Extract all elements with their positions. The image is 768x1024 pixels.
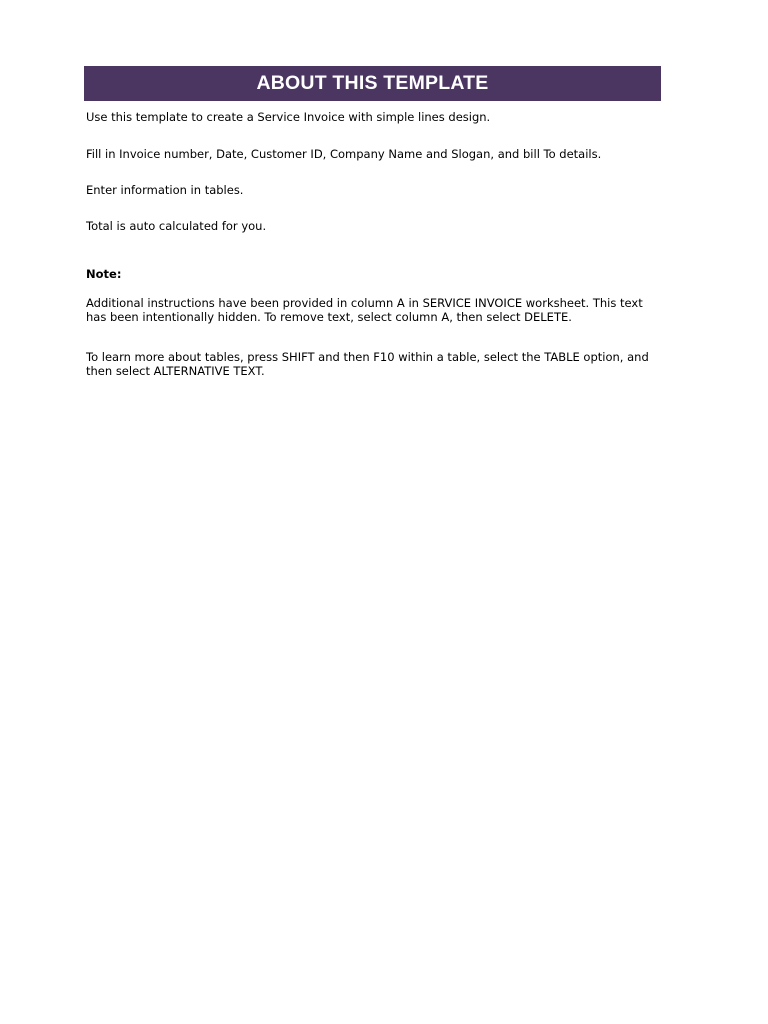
instruction-paragraph-1: Use this template to create a Service Invoice with simple lines design. xyxy=(86,110,491,124)
note-paragraph-1: Additional instructions have been provided in column A in SERVICE INVOICE worksheet. This text has been intentionally hidden. To remove text, select column A, then select DELETE. xyxy=(86,296,643,324)
note-label: Note: xyxy=(86,267,122,281)
page-title: ABOUT THIS TEMPLATE xyxy=(256,72,489,94)
template-sheet xyxy=(84,66,661,378)
note-paragraph-2: To learn more about tables, press SHIFT and then F10 within a table, select the TABLE option, and then select ALTERNATIVE TEXT. xyxy=(86,350,649,378)
title-bar xyxy=(84,66,661,101)
instruction-paragraph-2: Fill in Invoice number, Date, Customer ID, Company Name and Slogan, and bill To details. xyxy=(86,147,602,161)
instruction-paragraph-4: Total is auto calculated for you. xyxy=(86,219,267,233)
instruction-paragraph-3: Enter information in tables. xyxy=(86,183,244,197)
